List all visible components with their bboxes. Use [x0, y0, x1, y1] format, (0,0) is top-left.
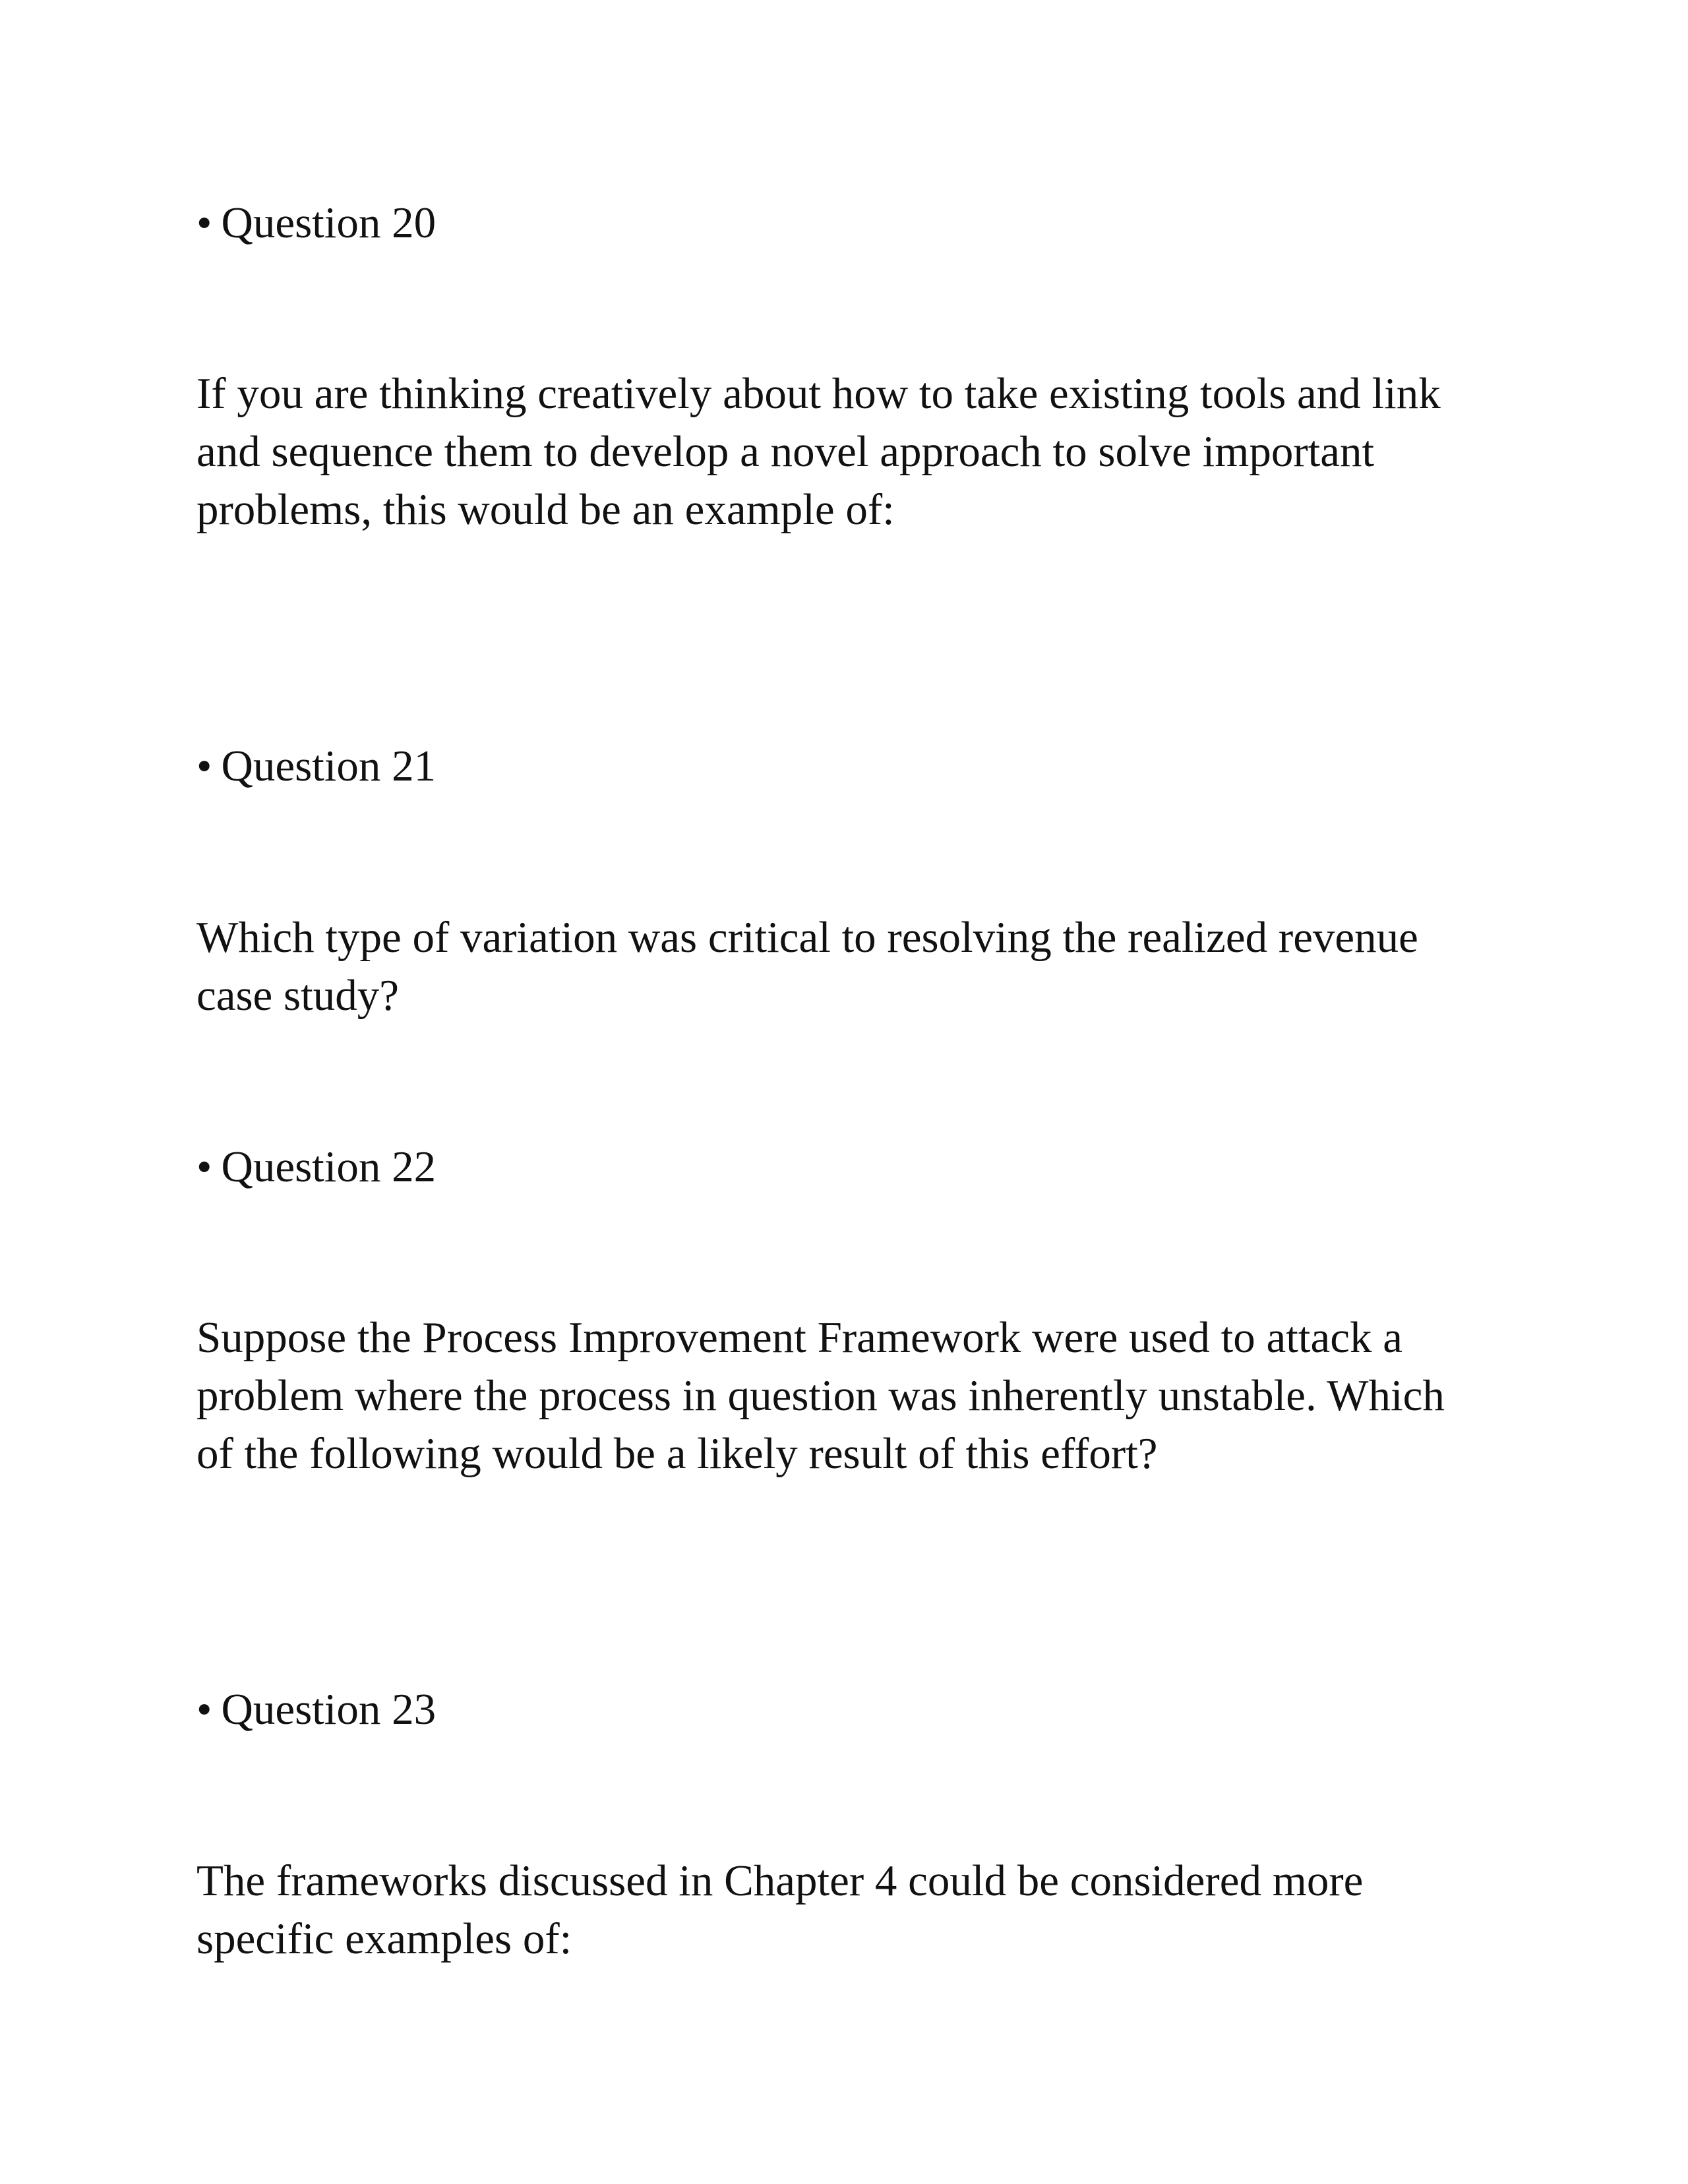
question-20-text [196, 365, 1489, 539]
question-23-text [196, 1852, 1489, 1968]
text-line: problem where the process in question was inherently unstable. Which [196, 1371, 1445, 1420]
question-23-heading [196, 1680, 436, 1738]
text-line: Suppose the Process Improvement Framework were used to attack a [196, 1313, 1402, 1362]
text-line: Which type of variation was critical to resolving the realized revenue [196, 913, 1418, 962]
question-label: Question 22 [221, 1142, 437, 1191]
text-line: and sequence them to develop a novel approach to solve important [196, 427, 1375, 476]
bullet-icon: • [196, 198, 212, 247]
text-line: case study? [196, 971, 399, 1020]
bullet-icon: • [196, 1142, 212, 1191]
question-label: Question 21 [221, 742, 437, 790]
question-21-text [196, 908, 1489, 1024]
bullet-icon: • [196, 742, 212, 790]
question-22-heading [196, 1138, 436, 1196]
question-label: Question 20 [221, 198, 437, 247]
question-label: Question 23 [221, 1685, 437, 1734]
text-line: The frameworks discussed in Chapter 4 could be considered more [196, 1856, 1364, 1905]
question-22-text [196, 1309, 1489, 1483]
question-20-heading [196, 194, 436, 252]
text-line: If you are thinking creatively about how to take existing tools and link [196, 369, 1441, 418]
text-line: of the following would be a likely result of this effort? [196, 1429, 1158, 1478]
bullet-icon: • [196, 1685, 212, 1734]
text-line: specific examples of: [196, 1914, 572, 1963]
text-line: problems, this would be an example of: [196, 485, 895, 534]
question-21-heading [196, 737, 436, 795]
